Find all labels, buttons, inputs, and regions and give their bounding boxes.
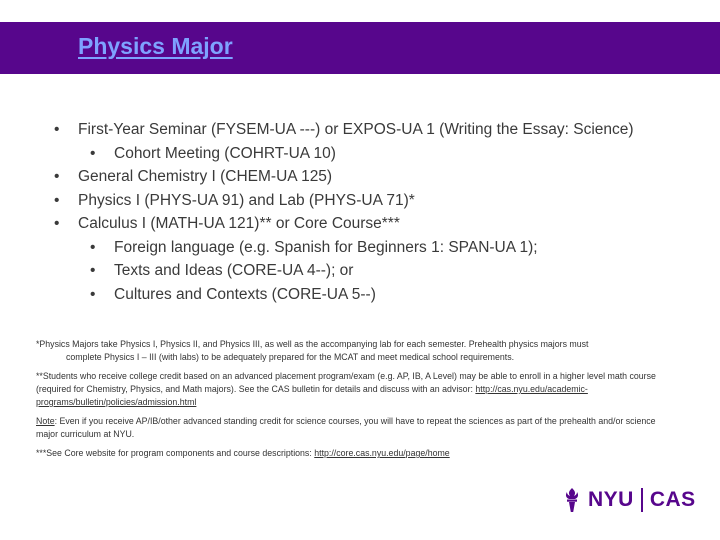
list-item (54, 236, 654, 260)
list-item-text: General Chemistry I (CHEM-UA 125) (78, 168, 333, 185)
footnote-text-continued: complete Physics I – III (with labs) to be adequately prepared for the MCAT and meet medical school requirements. (66, 352, 515, 362)
list-item-text: Foreign language (e.g. Spanish for Beginners 1: SPAN-UA 1); (114, 238, 538, 256)
list-item-text: Texts and Ideas (CORE-UA 4--); or (114, 262, 354, 279)
footnote-text: : Even if you receive AP/IB/other advanced standing credit for science courses, you will have to repeat the sciences as part of the prehealth and/or science major curriculum at NYU. (36, 416, 656, 439)
list-item-text: Cohort Meeting (COHRT-UA 10) (114, 144, 336, 162)
logo-divider (641, 488, 643, 512)
list-item (54, 189, 654, 213)
footnote-text: ***See Core website for program components and course descriptions: (36, 448, 315, 458)
note-label: Note (36, 416, 55, 426)
list-item (54, 118, 654, 142)
bullet-icon: • (90, 144, 96, 162)
bullet-icon: • (54, 215, 60, 232)
footnote-text: *Physics Majors take Physics I, Physics II, and Physics III, as well as the accompanying lab for each semester. Prehealth physics majors must (36, 339, 589, 349)
bullet-icon: • (90, 285, 96, 303)
list-item (54, 259, 654, 283)
top-margin (0, 0, 720, 22)
bulletin-link[interactable]: http://cas.nyu.edu/academic-programs/bulletin/policies/admission.html (36, 384, 588, 407)
bullet-icon: • (90, 238, 96, 256)
footnote-core (36, 447, 676, 460)
list-item (54, 283, 654, 307)
footnote-physics (36, 338, 676, 364)
list-item (54, 212, 654, 236)
title-bar (0, 22, 720, 74)
footnote-note (36, 415, 676, 441)
bullet-icon: • (54, 191, 60, 209)
bullet-icon: • (90, 262, 96, 279)
torch-icon (564, 487, 580, 513)
logo-cas-text: CAS (649, 488, 696, 511)
bullet-icon: • (54, 121, 60, 138)
footnote-math (36, 370, 676, 409)
nyu-cas-logo (564, 486, 696, 514)
page-title[interactable]: Physics Major (78, 33, 233, 59)
core-website-link[interactable]: http://core.cas.nyu.edu/page/home (314, 448, 450, 458)
list-item-text: First-Year Seminar (FYSEM-UA ---) or EXPOS-UA 1 (Writing the Essay: Science) (78, 121, 634, 138)
list-item (54, 142, 654, 166)
list-item-text: Calculus I (MATH-UA 121)** or Core Course*** (78, 215, 400, 232)
footnote-text: **Students who receive college credit based on an advanced placement program/exam (e.g. AP, IB, A Level) may be able to enroll in a higher level math course (required for Chemistry, Physics, and Math majors). See the CAS bulletin for details and discuss with an advisor: (36, 371, 656, 394)
list-item-text: Cultures and Contexts (CORE-UA 5--) (114, 285, 376, 303)
logo-nyu-text: NYU (588, 488, 634, 511)
footnotes (36, 338, 676, 466)
list-item (54, 165, 654, 189)
bullet-icon: • (54, 168, 60, 185)
course-list (54, 118, 654, 306)
list-item-text: Physics I (PHYS-UA 91) and Lab (PHYS-UA 71)* (78, 191, 415, 209)
